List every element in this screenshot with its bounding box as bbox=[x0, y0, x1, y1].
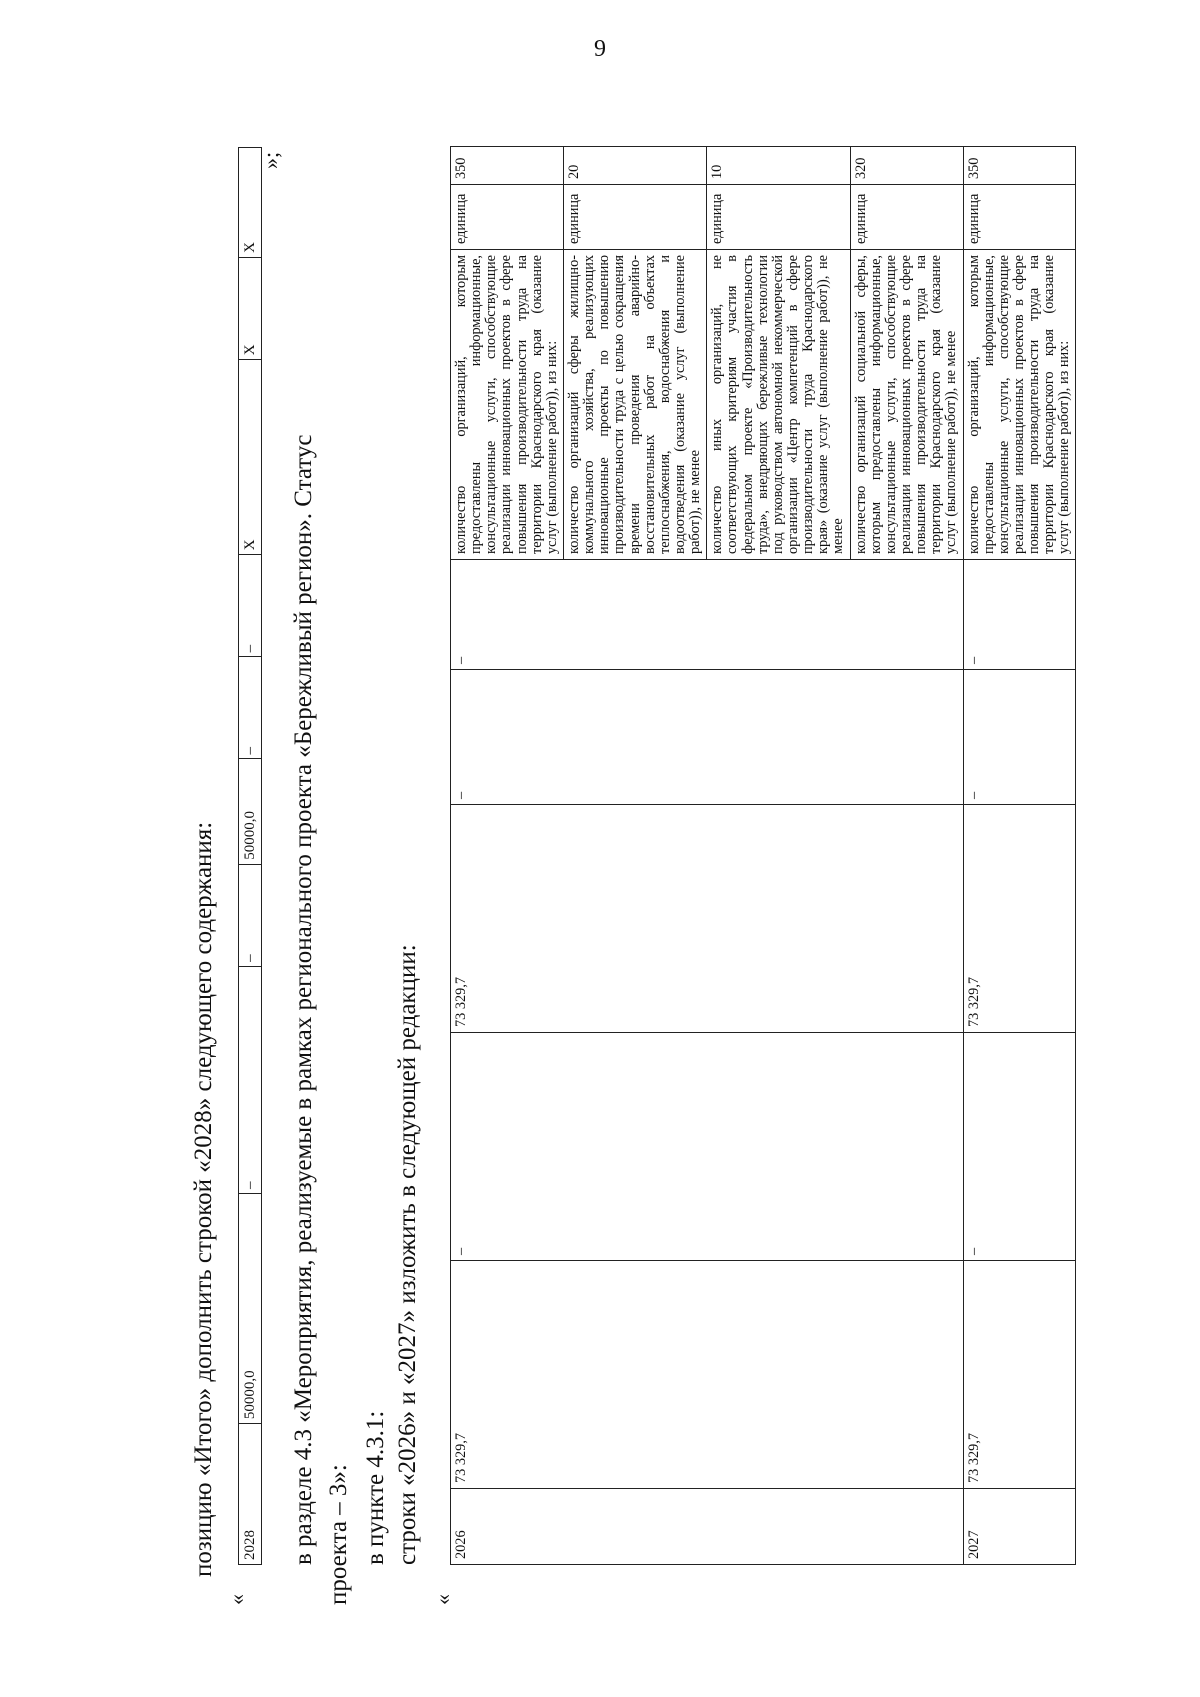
closing-quote: »; bbox=[258, 151, 283, 169]
cell-other: – bbox=[239, 657, 262, 759]
cell-value: 20 bbox=[563, 147, 706, 185]
cell-local: – bbox=[963, 670, 1076, 805]
cell-indicator: количество организаций, которым предоставлены информационные, консультационные услуги, способствующие реализации инновационных проектов в сфере повышения производительности труда на территории Краснодарского края (оказание услуг (выполнение работ)), из них: bbox=[963, 250, 1076, 560]
cell-total: 73 329,7 bbox=[451, 1261, 964, 1489]
cell-value: 320 bbox=[850, 147, 963, 185]
cell-other: – bbox=[963, 560, 1076, 670]
cell-year: 2028 bbox=[239, 1424, 262, 1565]
cell-value: 10 bbox=[707, 147, 850, 185]
cell-indicator: количество иных организаций, не соответствующих критериям участия в федеральном проекте «Производительность труда», внедряющих бережливые технологии под руководством автономной некоммерческой организации «Центр компетенций в сфере производительности труда Краснодарского края» (оказание услуг (выполнение работ)), не менее bbox=[707, 250, 850, 560]
cell-federal: – bbox=[451, 1033, 964, 1261]
cell-year: 2027 bbox=[963, 1489, 1076, 1565]
cell-regional: 73 329,7 bbox=[451, 805, 964, 1033]
cell-total: 50000,0 bbox=[239, 1193, 262, 1423]
point-paragraph: в пункте 4.3.1: bbox=[362, 1410, 389, 1565]
opening-quote-2: « bbox=[430, 1594, 455, 1605]
cell-indicator: Х bbox=[239, 360, 262, 555]
cell-regional: 73 329,7 bbox=[963, 805, 1076, 1033]
rows-table bbox=[450, 146, 1076, 1565]
cell-local: 50000,0 bbox=[239, 759, 262, 864]
cell-value: 350 bbox=[451, 147, 564, 185]
opening-quote: « bbox=[224, 1594, 249, 1605]
section-paragraph-continued: проекта – 3»: bbox=[325, 1464, 352, 1605]
cell-unit: единица bbox=[850, 185, 963, 250]
table-row bbox=[963, 147, 1076, 1565]
table-row bbox=[451, 147, 564, 1565]
cell-federal: – bbox=[963, 1033, 1076, 1261]
cell-federal: – bbox=[239, 966, 262, 1193]
table-row bbox=[239, 148, 262, 1565]
cell-total: 73 329,7 bbox=[963, 1261, 1076, 1489]
cell-extra: – bbox=[239, 555, 262, 657]
cell-value: Х bbox=[239, 148, 262, 258]
cell-other: – bbox=[451, 560, 964, 670]
cell-year: 2026 bbox=[451, 1489, 964, 1565]
cell-unit: единица bbox=[563, 185, 706, 250]
cell-value: 350 bbox=[963, 147, 1076, 185]
cell-unit: единица bbox=[707, 185, 850, 250]
rows-paragraph: строки «2026» и «2027» изложить в следующей редакции: bbox=[394, 944, 421, 1565]
cell-unit: единица bbox=[963, 185, 1076, 250]
cell-regional: – bbox=[239, 864, 262, 966]
section-paragraph: в разделе 4.3 «Мероприятия, реализуемые в рамках регионального проекта «Бережливый регион». Статус bbox=[290, 434, 317, 1565]
cell-indicator: количество организаций социальной сферы, которым предоставлены информационные, консультационные услуги, способствующие реализации инновационных проектов в сфере повышения производительности труда на территории Краснодарского края (оказание услуг (выполнение работ)), не менее bbox=[850, 250, 963, 560]
cell-unit: Х bbox=[239, 257, 262, 359]
cell-indicator: количество организаций сферы жилищно-коммунального хозяйства, реализующих инновационные проекты по повышению производительности труда с целью сокращения времени проведения аварийно-восстановительных работ на объектах теплоснабжения, водоснабжения и водоотведения (оказание услуг (выполнение работ)), не менее bbox=[563, 250, 706, 560]
document-body bbox=[188, 125, 1108, 1605]
cell-unit: единица bbox=[451, 185, 564, 250]
cell-local: – bbox=[451, 670, 964, 805]
page-number: 9 bbox=[594, 36, 606, 62]
cell-indicator: количество организаций, которым предоставлены информационные, консультационные услуги, способствующие реализации инновационных проектов в сфере повышения производительности труда на территории Краснодарского края (оказание услуг (выполнение работ)), из них: bbox=[451, 250, 564, 560]
total-2028-table bbox=[238, 147, 262, 1565]
intro-paragraph: позицию «Итого» дополнить строкой «2028» следующего содержания: bbox=[190, 821, 217, 1577]
